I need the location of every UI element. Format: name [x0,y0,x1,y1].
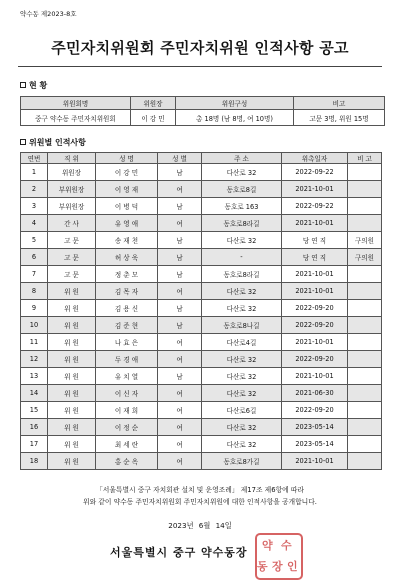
gender-cell: 남 [158,164,202,181]
table-row [21,385,382,402]
member-name-cell: 최 세 란 [96,436,158,453]
members-header-cell: 위촉일자 [282,153,348,164]
members-header-cell: 주 소 [202,153,282,164]
document-number: 약수동 제2023-8호 [20,10,77,18]
serial-number-cell: 10 [21,317,48,334]
serial-number-cell: 17 [21,436,48,453]
position-cell: 위 원 [48,419,96,436]
members-header-cell: 성 명 [96,153,158,164]
table-row [21,215,382,232]
member-name-cell: 이 신 자 [96,385,158,402]
position-cell: 위 원 [48,334,96,351]
address-cell: 다산로 32 [202,385,282,402]
status-header-cell: 위원장 [131,97,176,110]
position-cell: 위원장 [48,164,96,181]
appointment-date-cell: 2021-10-01 [282,266,348,283]
address-cell: 동호로8가길 [202,453,282,470]
gender-cell: 여 [158,334,202,351]
table-row [21,181,382,198]
serial-number-cell: 9 [21,300,48,317]
table-row [21,317,382,334]
position-cell: 위 원 [48,283,96,300]
member-name-cell: 허 상 욱 [96,249,158,266]
position-cell: 위 원 [48,385,96,402]
status-header-row [21,97,385,110]
position-cell: 위 원 [48,368,96,385]
member-remarks-cell: 구의원 [348,249,382,266]
member-name-cell: 유 영 애 [96,215,158,232]
member-name-cell: 홍 순 옥 [96,453,158,470]
address-cell: 다산로6길 [202,402,282,419]
table-row [21,266,382,283]
gender-cell: 남 [158,198,202,215]
address-cell: 다산로 32 [202,164,282,181]
members-section-heading [20,137,86,148]
square-bullet-icon [20,82,26,88]
table-row [21,334,382,351]
gender-cell: 여 [158,419,202,436]
status-table [20,96,385,126]
title-divider [18,66,382,67]
table-row [21,300,382,317]
address-cell: 동호로 163 [202,198,282,215]
member-remarks-cell [348,453,382,470]
member-remarks-cell [348,385,382,402]
table-row [21,351,382,368]
official-seal [255,533,303,580]
member-name-cell: 김 용 신 [96,300,158,317]
gender-cell: 여 [158,453,202,470]
member-remarks-cell [348,283,382,300]
appointment-date-cell: 2021-10-01 [282,453,348,470]
serial-number-cell: 2 [21,181,48,198]
announcement-date: 2023년 6월 14일 [168,521,232,530]
serial-number-cell: 15 [21,402,48,419]
appointment-date-cell: 2021-10-01 [282,283,348,300]
member-remarks-cell [348,198,382,215]
position-cell: 위 원 [48,351,96,368]
remarks-cell: 고문 3명, 위원 15명 [294,110,385,126]
members-section-label: 위원별 인적사항 [29,138,86,147]
members-header-cell: 비 고 [348,153,382,164]
member-name-cell: 정 춘 모 [96,266,158,283]
page-title: 주민자치위원회 주민자치위원 인적사항 공고 [51,39,349,57]
members-table-body [21,164,382,470]
serial-number-cell: 11 [21,334,48,351]
table-row [21,198,382,215]
square-bullet-icon [20,139,26,145]
position-cell: 고 문 [48,266,96,283]
gender-cell: 여 [158,181,202,198]
table-row [21,402,382,419]
appointment-date-cell: 2022-09-20 [282,351,348,368]
position-cell: 위 원 [48,402,96,419]
position-cell: 위 원 [48,300,96,317]
member-remarks-cell [348,419,382,436]
position-cell: 위 원 [48,317,96,334]
serial-number-cell: 12 [21,351,48,368]
member-name-cell: 이 영 재 [96,181,158,198]
status-header-cell: 위원회명 [21,97,131,110]
table-row [21,232,382,249]
gender-cell: 남 [158,232,202,249]
members-header-cell: 연번 [21,153,48,164]
gender-cell: 남 [158,317,202,334]
address-cell: 동호로8라길 [202,266,282,283]
gender-cell: 남 [158,300,202,317]
member-remarks-cell [348,436,382,453]
chair-name-cell: 이 강 민 [131,110,176,126]
address-cell: 다산로 32 [202,300,282,317]
status-header-cell: 비고 [294,97,385,110]
appointment-date-cell: 2022-09-20 [282,402,348,419]
seal-char: 장 [272,560,283,573]
appointment-date-cell: 2023-05-14 [282,419,348,436]
appointment-date-cell: 2022-09-22 [282,164,348,181]
address-cell: 다산로4길 [202,334,282,351]
table-row [21,419,382,436]
serial-number-cell: 16 [21,419,48,436]
address-cell: - [202,249,282,266]
serial-number-cell: 7 [21,266,48,283]
member-name-cell: 두 경 애 [96,351,158,368]
position-cell: 간 사 [48,215,96,232]
member-remarks-cell [348,351,382,368]
seal-char: 수 [281,539,292,552]
address-cell: 다산로 32 [202,436,282,453]
status-section-label: 현 황 [29,81,48,90]
footer-announcement: 위와 같이 약수동 주민자치위원회 주민자치위원에 대한 인적사항을 공개합니다. [83,498,317,506]
address-cell: 동호로8나길 [202,317,282,334]
gender-cell: 남 [158,368,202,385]
member-name-cell: 김 준 현 [96,317,158,334]
seal-char: 인 [287,560,298,573]
member-remarks-cell [348,334,382,351]
address-cell: 다산로 32 [202,351,282,368]
appointment-date-cell: 2021-10-01 [282,181,348,198]
appointment-date-cell: 2021-10-01 [282,334,348,351]
table-row [21,283,382,300]
appointment-date-cell: 2021-06-30 [282,385,348,402]
appointment-date-cell: 2023-05-14 [282,436,348,453]
status-data-row [21,110,385,126]
serial-number-cell: 4 [21,215,48,232]
gender-cell: 남 [158,249,202,266]
appointment-date-cell: 2021-10-01 [282,368,348,385]
gender-cell: 여 [158,436,202,453]
appointment-date-cell: 당 연 직 [282,232,348,249]
address-cell: 다산로 32 [202,232,282,249]
member-remarks-cell [348,215,382,232]
address-cell: 다산로 32 [202,419,282,436]
position-cell: 부위원장 [48,198,96,215]
address-cell: 다산로 32 [202,283,282,300]
members-header-cell: 성 별 [158,153,202,164]
appointment-date-cell: 2021-10-01 [282,215,348,232]
member-name-cell: 이 병 덕 [96,198,158,215]
member-remarks-cell [348,266,382,283]
member-remarks-cell [348,317,382,334]
position-cell: 위 원 [48,436,96,453]
gender-cell: 여 [158,215,202,232]
member-remarks-cell [348,164,382,181]
members-header-row [21,153,382,164]
committee-name-cell: 중구 약수동 주민자치위원회 [21,110,131,126]
serial-number-cell: 18 [21,453,48,470]
table-row [21,453,382,470]
position-cell: 고 문 [48,232,96,249]
member-name-cell: 나 효 은 [96,334,158,351]
serial-number-cell: 6 [21,249,48,266]
status-section-heading [20,80,47,91]
table-row [21,249,382,266]
serial-number-cell: 14 [21,385,48,402]
seal-char: 동 [257,560,268,573]
member-remarks-cell [348,368,382,385]
members-header-cell: 직 위 [48,153,96,164]
issuing-office: 서울특별시 중구 약수동장 [110,546,248,559]
footer-legal-basis: 「서울특별시 중구 자치회관 설치 및 운영조례」 제17조 제6항에 따라 [96,486,304,494]
gender-cell: 여 [158,385,202,402]
position-cell: 부위원장 [48,181,96,198]
composition-cell: 총 18명 (남 8명, 여 10명) [176,110,294,126]
member-name-cell: 김 목 자 [96,283,158,300]
member-remarks-cell [348,181,382,198]
table-row [21,436,382,453]
serial-number-cell: 8 [21,283,48,300]
member-name-cell: 이 정 순 [96,419,158,436]
serial-number-cell: 13 [21,368,48,385]
appointment-date-cell: 당 연 직 [282,249,348,266]
appointment-date-cell: 2022-09-20 [282,317,348,334]
serial-number-cell: 5 [21,232,48,249]
member-remarks-cell: 구의원 [348,232,382,249]
position-cell: 고 문 [48,249,96,266]
member-name-cell: 송 재 천 [96,232,158,249]
gender-cell: 여 [158,283,202,300]
serial-number-cell: 3 [21,198,48,215]
table-row [21,368,382,385]
address-cell: 동호로8길 [202,181,282,198]
address-cell: 다산로 32 [202,368,282,385]
appointment-date-cell: 2022-09-20 [282,300,348,317]
member-name-cell: 유 치 열 [96,368,158,385]
status-header-cell: 위원구성 [176,97,294,110]
gender-cell: 여 [158,402,202,419]
serial-number-cell: 1 [21,164,48,181]
seal-char: 약 [262,539,273,552]
table-row [21,164,382,181]
members-table [20,152,382,470]
appointment-date-cell: 2022-09-22 [282,198,348,215]
position-cell: 위 원 [48,453,96,470]
member-remarks-cell [348,300,382,317]
gender-cell: 남 [158,266,202,283]
member-name-cell: 이 강 민 [96,164,158,181]
member-name-cell: 이 재 희 [96,402,158,419]
address-cell: 동호로8라길 [202,215,282,232]
gender-cell: 여 [158,351,202,368]
member-remarks-cell [348,402,382,419]
